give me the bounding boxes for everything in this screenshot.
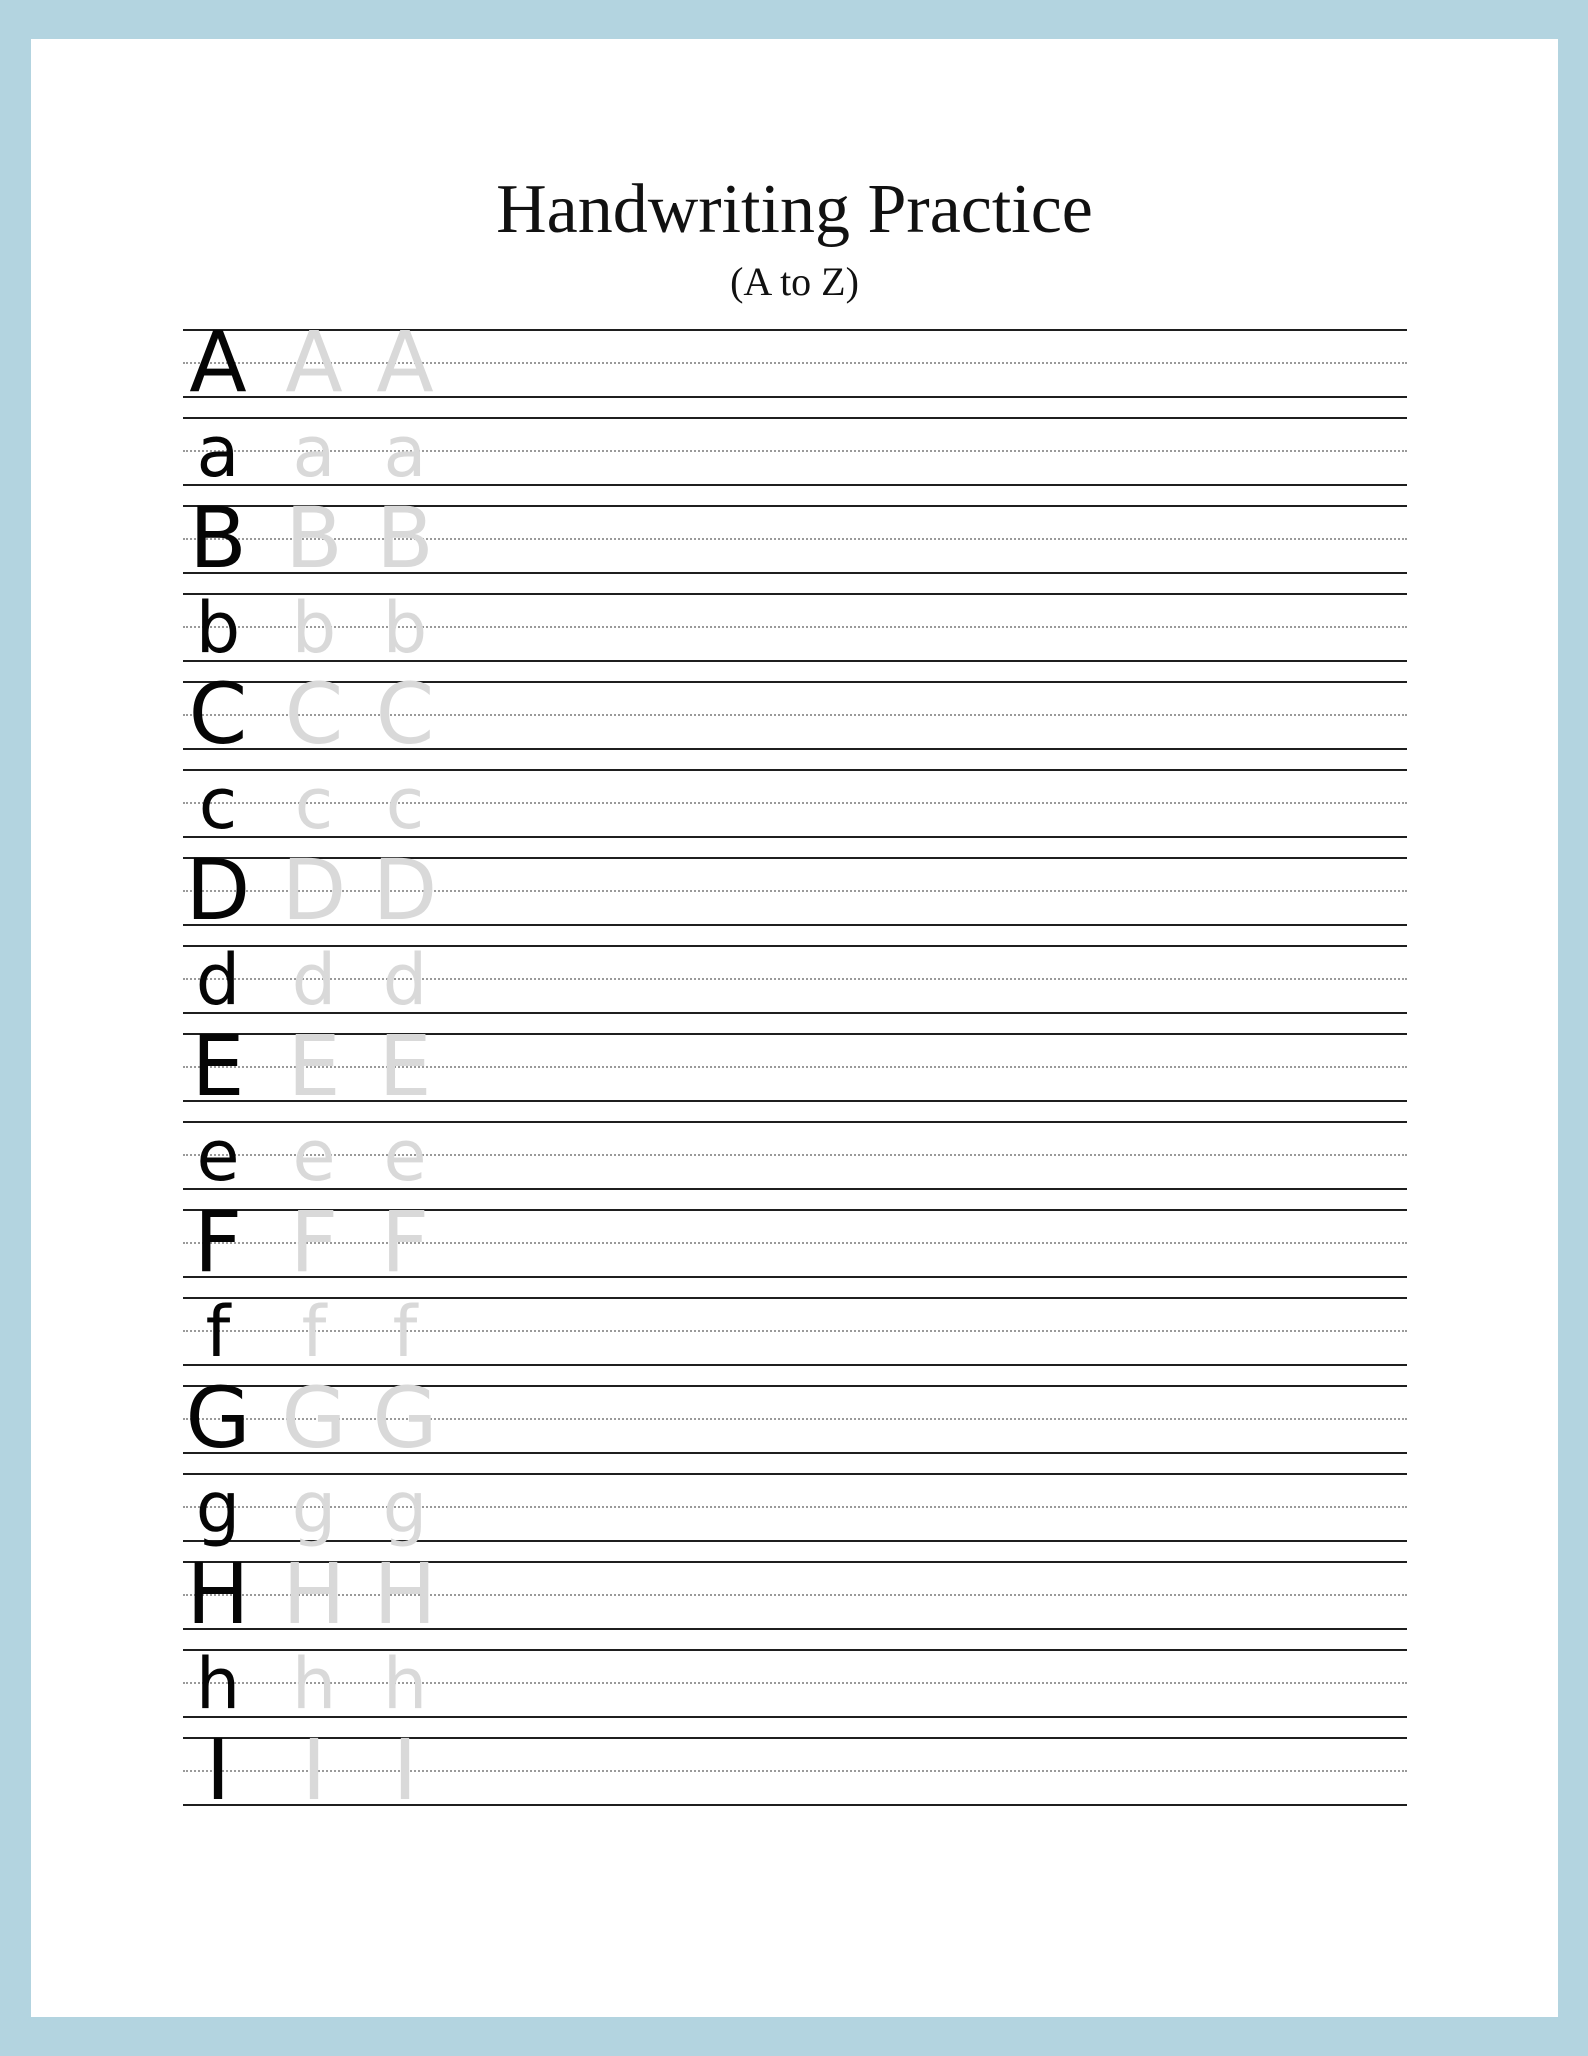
trace-letter: H — [373, 1545, 437, 1643]
model-letter: g — [195, 1467, 241, 1549]
ruled-line — [183, 1628, 1407, 1630]
practice-row — [183, 1721, 1407, 1819]
trace-letter: B — [285, 489, 343, 587]
ruled-line — [183, 1473, 1407, 1475]
ruled-line — [183, 1649, 1407, 1651]
dotted-guide-line — [183, 1770, 1407, 1772]
trace-letter: A — [376, 313, 434, 411]
worksheet-subtitle: (A to Z) — [730, 259, 859, 304]
trace-letter: d — [291, 939, 337, 1021]
dotted-guide-line — [183, 1682, 1407, 1684]
practice-row — [183, 489, 1407, 587]
practice-rows — [183, 313, 1407, 1829]
practice-row — [183, 411, 1407, 493]
model-letter: E — [191, 1017, 245, 1115]
ruled-line — [183, 1804, 1407, 1806]
trace-letter: G — [372, 1369, 438, 1467]
ruled-line — [183, 505, 1407, 507]
ruled-line — [183, 417, 1407, 419]
ruled-line — [183, 1737, 1407, 1739]
practice-row — [183, 1193, 1407, 1291]
trace-letter: G — [281, 1369, 347, 1467]
model-letter: H — [186, 1545, 250, 1643]
trace-letter: C — [284, 665, 344, 763]
model-letter: D — [185, 841, 251, 939]
practice-row — [183, 587, 1407, 669]
trace-letter: h — [382, 1643, 428, 1725]
practice-row — [183, 763, 1407, 845]
ruled-line — [183, 572, 1407, 574]
ruled-line — [183, 396, 1407, 398]
dotted-guide-line — [183, 1154, 1407, 1156]
model-letter: G — [185, 1369, 251, 1467]
ruled-line — [183, 1561, 1407, 1563]
ruled-line — [183, 681, 1407, 683]
trace-letter: E — [287, 1017, 341, 1115]
practice-row — [183, 939, 1407, 1021]
dotted-guide-line — [183, 978, 1407, 980]
trace-letter: F — [289, 1193, 339, 1291]
trace-letter: h — [291, 1643, 337, 1725]
ruled-line — [183, 1364, 1407, 1366]
trace-letter: A — [285, 313, 343, 411]
ruled-line — [183, 1209, 1407, 1211]
trace-letter: C — [375, 665, 435, 763]
model-letter: F — [193, 1193, 243, 1291]
trace-letter: g — [382, 1467, 428, 1549]
ruled-line — [183, 1540, 1407, 1542]
ruled-line — [183, 593, 1407, 595]
model-letter: A — [189, 313, 247, 411]
dotted-guide-line — [183, 1242, 1407, 1244]
model-letter: c — [198, 763, 238, 845]
dotted-guide-line — [183, 1506, 1407, 1508]
practice-row — [183, 841, 1407, 939]
worksheet-page — [31, 39, 1558, 2017]
ruled-line — [183, 857, 1407, 859]
trace-letter: B — [376, 489, 434, 587]
ruled-line — [183, 660, 1407, 662]
trace-letter: d — [382, 939, 428, 1021]
trace-letter: g — [291, 1467, 337, 1549]
dotted-guide-line — [183, 1418, 1407, 1420]
model-letter: h — [195, 1643, 241, 1725]
ruled-line — [183, 1188, 1407, 1190]
model-letter: a — [196, 411, 240, 493]
trace-letter: e — [383, 1115, 427, 1197]
trace-letter: F — [380, 1193, 430, 1291]
model-letter: d — [195, 939, 241, 1021]
trace-letter: b — [382, 587, 428, 669]
ruled-line — [183, 836, 1407, 838]
model-letter: I — [205, 1721, 231, 1819]
trace-letter: I — [392, 1721, 418, 1819]
practice-row — [183, 665, 1407, 763]
trace-letter: D — [281, 841, 347, 939]
practice-row — [183, 1017, 1407, 1115]
ruled-line — [183, 1100, 1407, 1102]
trace-letter: a — [292, 411, 336, 493]
ruled-line — [183, 329, 1407, 331]
trace-letter: H — [282, 1545, 346, 1643]
ruled-line — [183, 1012, 1407, 1014]
practice-row — [183, 1643, 1407, 1725]
dotted-guide-line — [183, 450, 1407, 452]
dotted-guide-line — [183, 1594, 1407, 1596]
dotted-guide-line — [183, 626, 1407, 628]
ruled-line — [183, 924, 1407, 926]
dotted-guide-line — [183, 538, 1407, 540]
practice-row — [183, 1467, 1407, 1549]
ruled-line — [183, 484, 1407, 486]
practice-row — [183, 313, 1407, 411]
ruled-line — [183, 769, 1407, 771]
trace-letter: c — [385, 763, 425, 845]
ruled-line — [183, 1121, 1407, 1123]
model-letter: C — [188, 665, 248, 763]
model-letter: b — [195, 587, 241, 669]
ruled-line — [183, 748, 1407, 750]
dotted-guide-line — [183, 362, 1407, 364]
worksheet-title: Handwriting Practice — [496, 171, 1093, 248]
ruled-line — [183, 1033, 1407, 1035]
practice-row — [183, 1369, 1407, 1467]
ruled-line — [183, 945, 1407, 947]
ruled-line — [183, 1452, 1407, 1454]
practice-row — [183, 1115, 1407, 1197]
ruled-line — [183, 1276, 1407, 1278]
ruled-line — [183, 1385, 1407, 1387]
ruled-line — [183, 1297, 1407, 1299]
practice-row — [183, 1545, 1407, 1643]
trace-letter: a — [383, 411, 427, 493]
dotted-guide-line — [183, 802, 1407, 804]
model-letter: f — [205, 1291, 231, 1373]
dotted-guide-line — [183, 1330, 1407, 1332]
model-letter: B — [189, 489, 247, 587]
trace-letter: c — [294, 763, 334, 845]
trace-letter: D — [372, 841, 438, 939]
dotted-guide-line — [183, 890, 1407, 892]
ruled-line — [183, 1716, 1407, 1718]
trace-letter: E — [378, 1017, 432, 1115]
trace-letter: f — [392, 1291, 418, 1373]
dotted-guide-line — [183, 1066, 1407, 1068]
trace-letter: I — [301, 1721, 327, 1819]
trace-letter: b — [291, 587, 337, 669]
trace-letter: f — [301, 1291, 327, 1373]
trace-letter: e — [292, 1115, 336, 1197]
model-letter: e — [196, 1115, 240, 1197]
dotted-guide-line — [183, 714, 1407, 716]
practice-row — [183, 1291, 1407, 1373]
